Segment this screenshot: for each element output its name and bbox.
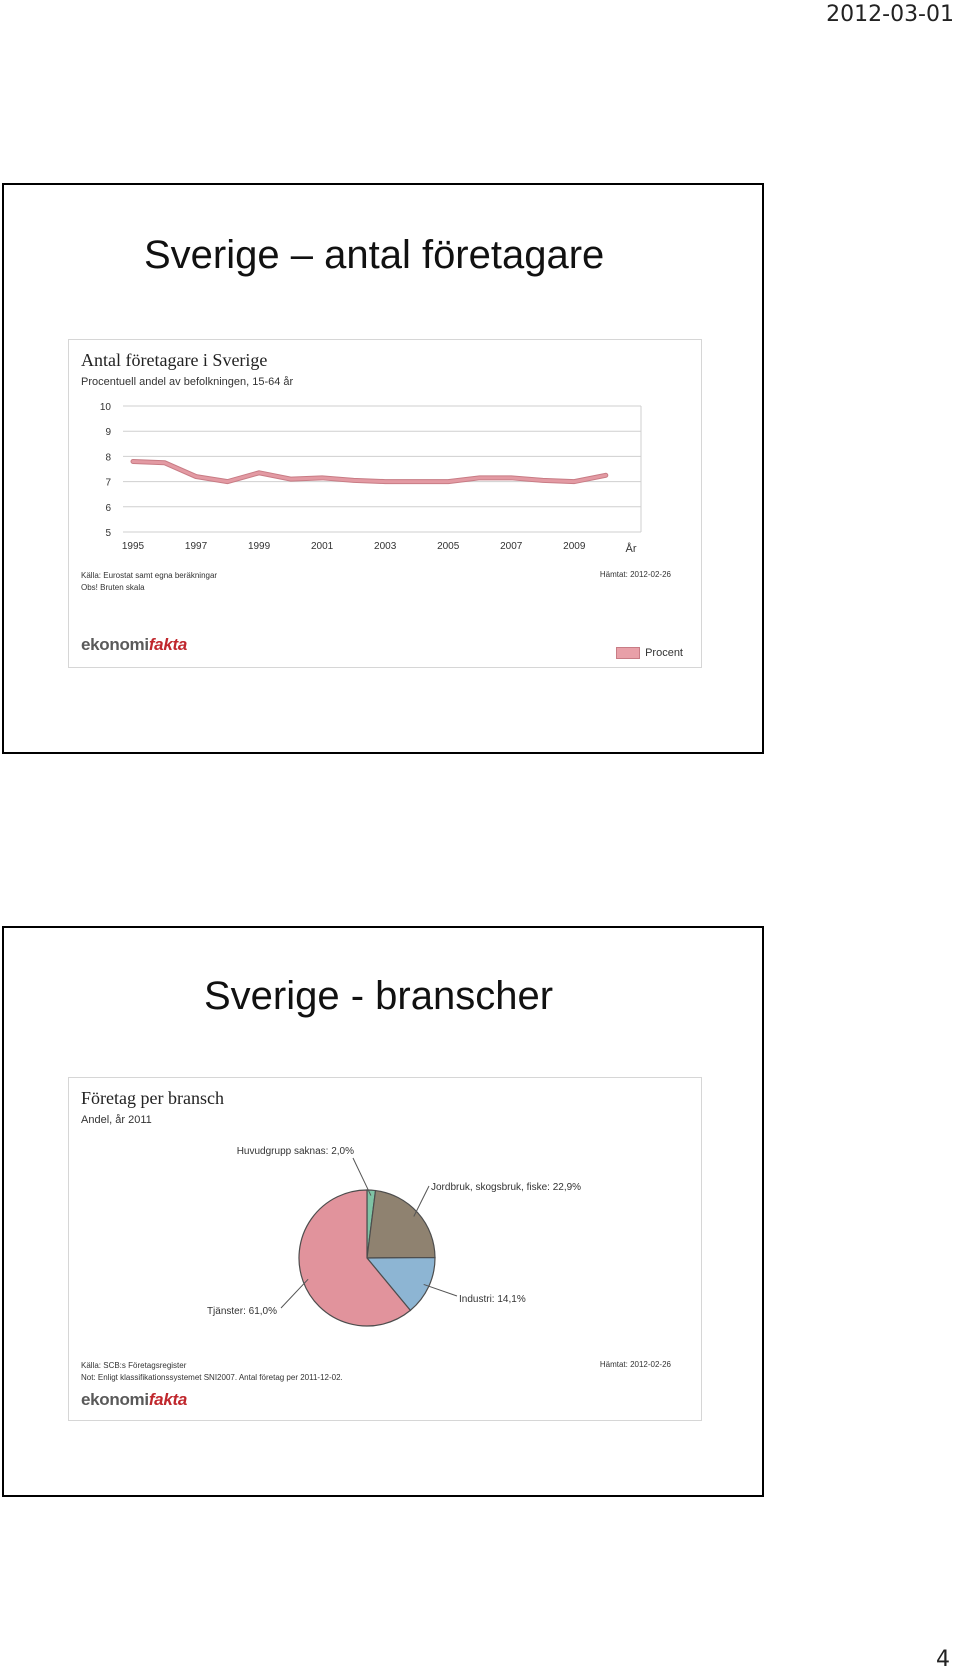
slice-label: Jordbruk, skogsbruk, fiske: 22,9% [431, 1182, 582, 1193]
slide-title: Sverige - branscher [204, 974, 554, 1018]
slice-label: Tjänster: 61,0% [206, 1306, 277, 1317]
fetched-date: Hämtat: 2012-02-26 [599, 570, 671, 579]
source-line: Källa: Eurostat samt egna beräkningar [81, 571, 218, 580]
leader-line [281, 1279, 308, 1308]
leader-line [424, 1284, 457, 1296]
ekonomifakta-logo [81, 635, 187, 655]
chart-title: Antal företagare i Sverige [81, 350, 268, 370]
slice-label: Industri: 14,1% [459, 1294, 526, 1305]
legend-swatch [616, 647, 640, 659]
logo-part-2: fakta [148, 1390, 187, 1409]
scale-note: Obs! Bruten skala [81, 583, 145, 592]
y-tick-label: 8 [105, 452, 111, 464]
classification-note: Not: Enligt klassifikationssystemet SNI2007. Antal företag per 2011-12-02. [81, 1373, 343, 1382]
y-tick-label: 10 [99, 402, 111, 413]
ekonomifakta-logo [81, 1390, 187, 1410]
x-tick-label: 1995 [121, 541, 145, 552]
logo-part-2: fakta [148, 635, 187, 654]
chart-legend [616, 647, 683, 659]
source-line: Källa: SCB:s Företagsregister [81, 1361, 187, 1370]
page-date: 2012-03-01 [826, 2, 954, 27]
line-chart-panel [68, 339, 702, 668]
x-axis-label: År [625, 543, 637, 555]
fetched-date: Hämtat: 2012-02-26 [599, 1360, 671, 1369]
pie-chart-panel [68, 1077, 702, 1421]
x-tick-label: 1999 [247, 541, 271, 552]
source-note [81, 570, 217, 594]
logo-part-1: ekonomi [81, 1390, 149, 1409]
y-tick-label: 5 [105, 528, 111, 539]
slide-branscher [2, 926, 764, 1497]
pie-chart [69, 1136, 701, 1346]
y-tick-label: 7 [105, 477, 111, 489]
pie-slice [367, 1191, 435, 1258]
x-tick-label: 2005 [437, 541, 460, 552]
legend-label: Procent [645, 647, 683, 659]
chart-title: Företag per bransch [81, 1088, 224, 1108]
chart-subtitle: Procentuell andel av befolkningen, 15-64 år [81, 376, 294, 388]
leader-line [414, 1186, 429, 1216]
x-tick-label: 2001 [310, 541, 334, 552]
y-tick-label: 6 [105, 502, 111, 514]
chart-subtitle: Andel, år 2011 [81, 1114, 152, 1126]
source-note [81, 1360, 343, 1384]
x-tick-label: 2007 [500, 541, 523, 552]
x-tick-label: 1997 [184, 541, 208, 552]
slide-foretagare [2, 183, 764, 754]
slice-label: Huvudgrupp saknas: 2,0% [236, 1146, 354, 1157]
x-tick-label: 2003 [374, 541, 397, 552]
y-tick-label: 9 [105, 427, 111, 439]
x-tick-label: 2009 [563, 541, 586, 552]
page-number: 4 [936, 1647, 950, 1672]
slide-title: Sverige – antal företagare [144, 233, 605, 277]
logo-part-1: ekonomi [81, 635, 149, 654]
line-chart [69, 396, 701, 596]
